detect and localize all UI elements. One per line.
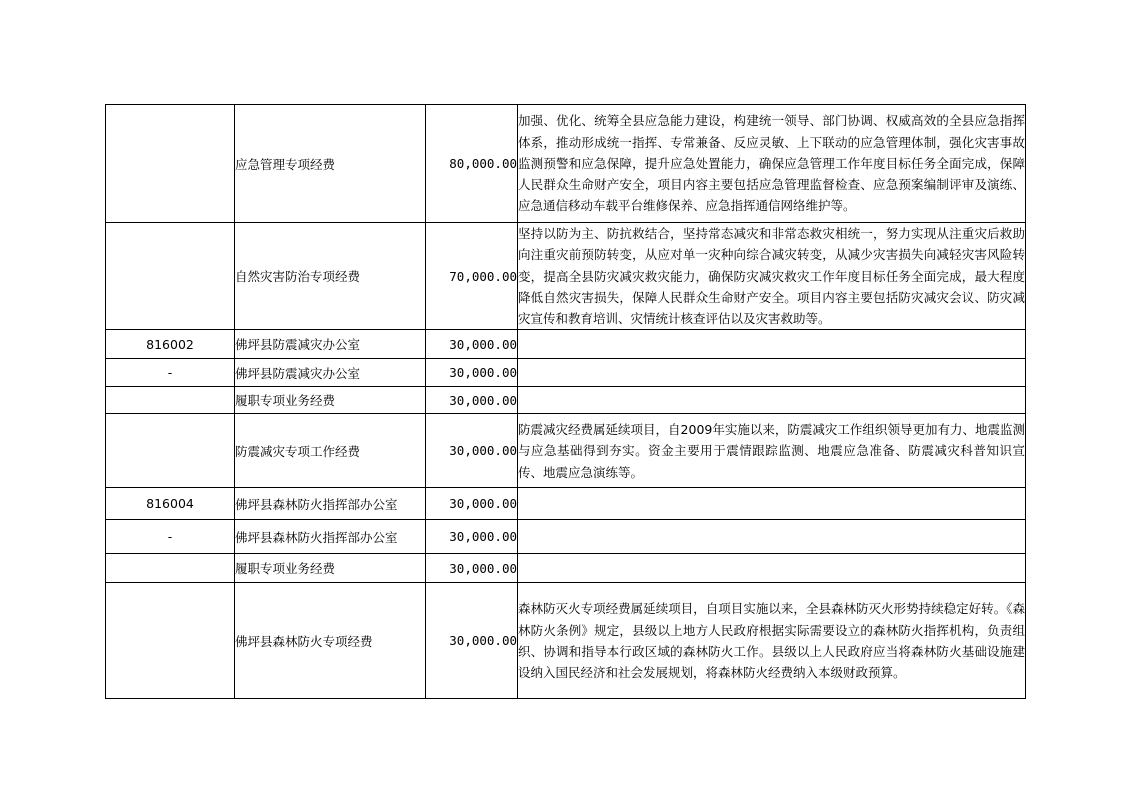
project-name-cell: 佛坪县防震减灾办公室 (235, 330, 426, 359)
description-cell: 防震减灾经费属延续项目，自2009年实施以来，防震减灾工作组织领导更加有力、地震监测与应急基础得到夯实。资金主要用于震情跟踪监测、地震应急准备、防震减灾科普知识宣传、地震应急演练等。 (518, 414, 1026, 488)
unit-code-cell: - (106, 520, 235, 554)
description-cell (518, 387, 1026, 414)
table-row (106, 105, 1026, 223)
project-name-cell: 佛坪县防震减灾办公室 (235, 359, 426, 387)
budget-table (105, 104, 1026, 699)
amount-cell: 30,000.00 (426, 554, 518, 583)
project-name-cell: 佛坪县森林防火指挥部办公室 (235, 488, 426, 520)
table-row (106, 223, 1026, 330)
unit-code-cell (106, 554, 235, 583)
amount-cell: 30,000.00 (426, 359, 518, 387)
project-name-cell: 履职专项业务经费 (235, 387, 426, 414)
unit-code-cell: 816004 (106, 488, 235, 520)
project-name-cell: 佛坪县森林防火专项经费 (235, 583, 426, 699)
description-cell (518, 488, 1026, 520)
table-row (106, 554, 1026, 583)
amount-cell: 30,000.00 (426, 414, 518, 488)
amount-cell: 30,000.00 (426, 583, 518, 699)
project-name-cell: 防震减灾专项工作经费 (235, 414, 426, 488)
table-row (106, 330, 1026, 359)
description-cell: 加强、优化、统筹全县应急能力建设，构建统一领导、部门协调、权威高效的全县应急指挥体系，推动形成统一指挥、专常兼备、反应灵敏、上下联动的应急管理体制，强化灾害事故监测预警和应急保障，提升应急处置能力，确保应急管理工作年度目标任务全面完成，保障人民群众生命财产安全，项目内容主要包括应急管理监督检查、应急预案编制评审及演练、应急通信移动车载平台维修保养、应急指挥通信网络维护等。 (518, 105, 1026, 223)
description-cell: 坚持以防为主、防抗救结合，坚持常态减灾和非常态救灾相统一，努力实现从注重灾后救助向注重灾前预防转变，从应对单一灾种向综合减灾转变，从减少灾害损失向减轻灾害风险转变，提高全县防灾减灾救灾能力，确保防灾减灾救灾工作年度目标任务全面完成，最大程度降低自然灾害损失，保障人民群众生命财产安全。项目内容主要包括防灾减灾会议、防灾减灾宣传和教育培训、灾情统计核查评估以及灾害救助等。 (518, 223, 1026, 330)
amount-cell: 70,000.00 (426, 223, 518, 330)
amount-cell: 80,000.00 (426, 105, 518, 223)
description-cell (518, 359, 1026, 387)
description-cell: 森林防灭火专项经费属延续项目，自项目实施以来，全县森林防灭火形势持续稳定好转。《森林防火条例》规定，县级以上地方人民政府根据实际需要设立的森林防火指挥机构，负责组织、协调和指导本行政区域的森林防火工作。县级以上人民政府应当将森林防火基础设施建设纳入国民经济和社会发展规划，将森林防火经费纳入本级财政预算。 (518, 583, 1026, 699)
amount-cell: 30,000.00 (426, 520, 518, 554)
unit-code-cell: - (106, 359, 235, 387)
table-row (106, 583, 1026, 699)
amount-cell: 30,000.00 (426, 330, 518, 359)
budget-table-body (106, 105, 1026, 699)
table-row (106, 387, 1026, 414)
amount-cell: 30,000.00 (426, 488, 518, 520)
table-row (106, 359, 1026, 387)
unit-code-cell (106, 414, 235, 488)
unit-code-cell (106, 387, 235, 414)
project-name-cell: 自然灾害防治专项经费 (235, 223, 426, 330)
project-name-cell: 佛坪县森林防火指挥部办公室 (235, 520, 426, 554)
table-row (106, 414, 1026, 488)
table-row (106, 488, 1026, 520)
unit-code-cell (106, 583, 235, 699)
description-cell (518, 330, 1026, 359)
unit-code-cell: 816002 (106, 330, 235, 359)
unit-code-cell (106, 223, 235, 330)
project-name-cell: 应急管理专项经费 (235, 105, 426, 223)
unit-code-cell (106, 105, 235, 223)
description-cell (518, 520, 1026, 554)
project-name-cell: 履职专项业务经费 (235, 554, 426, 583)
amount-cell: 30,000.00 (426, 387, 518, 414)
description-cell (518, 554, 1026, 583)
table-row (106, 520, 1026, 554)
